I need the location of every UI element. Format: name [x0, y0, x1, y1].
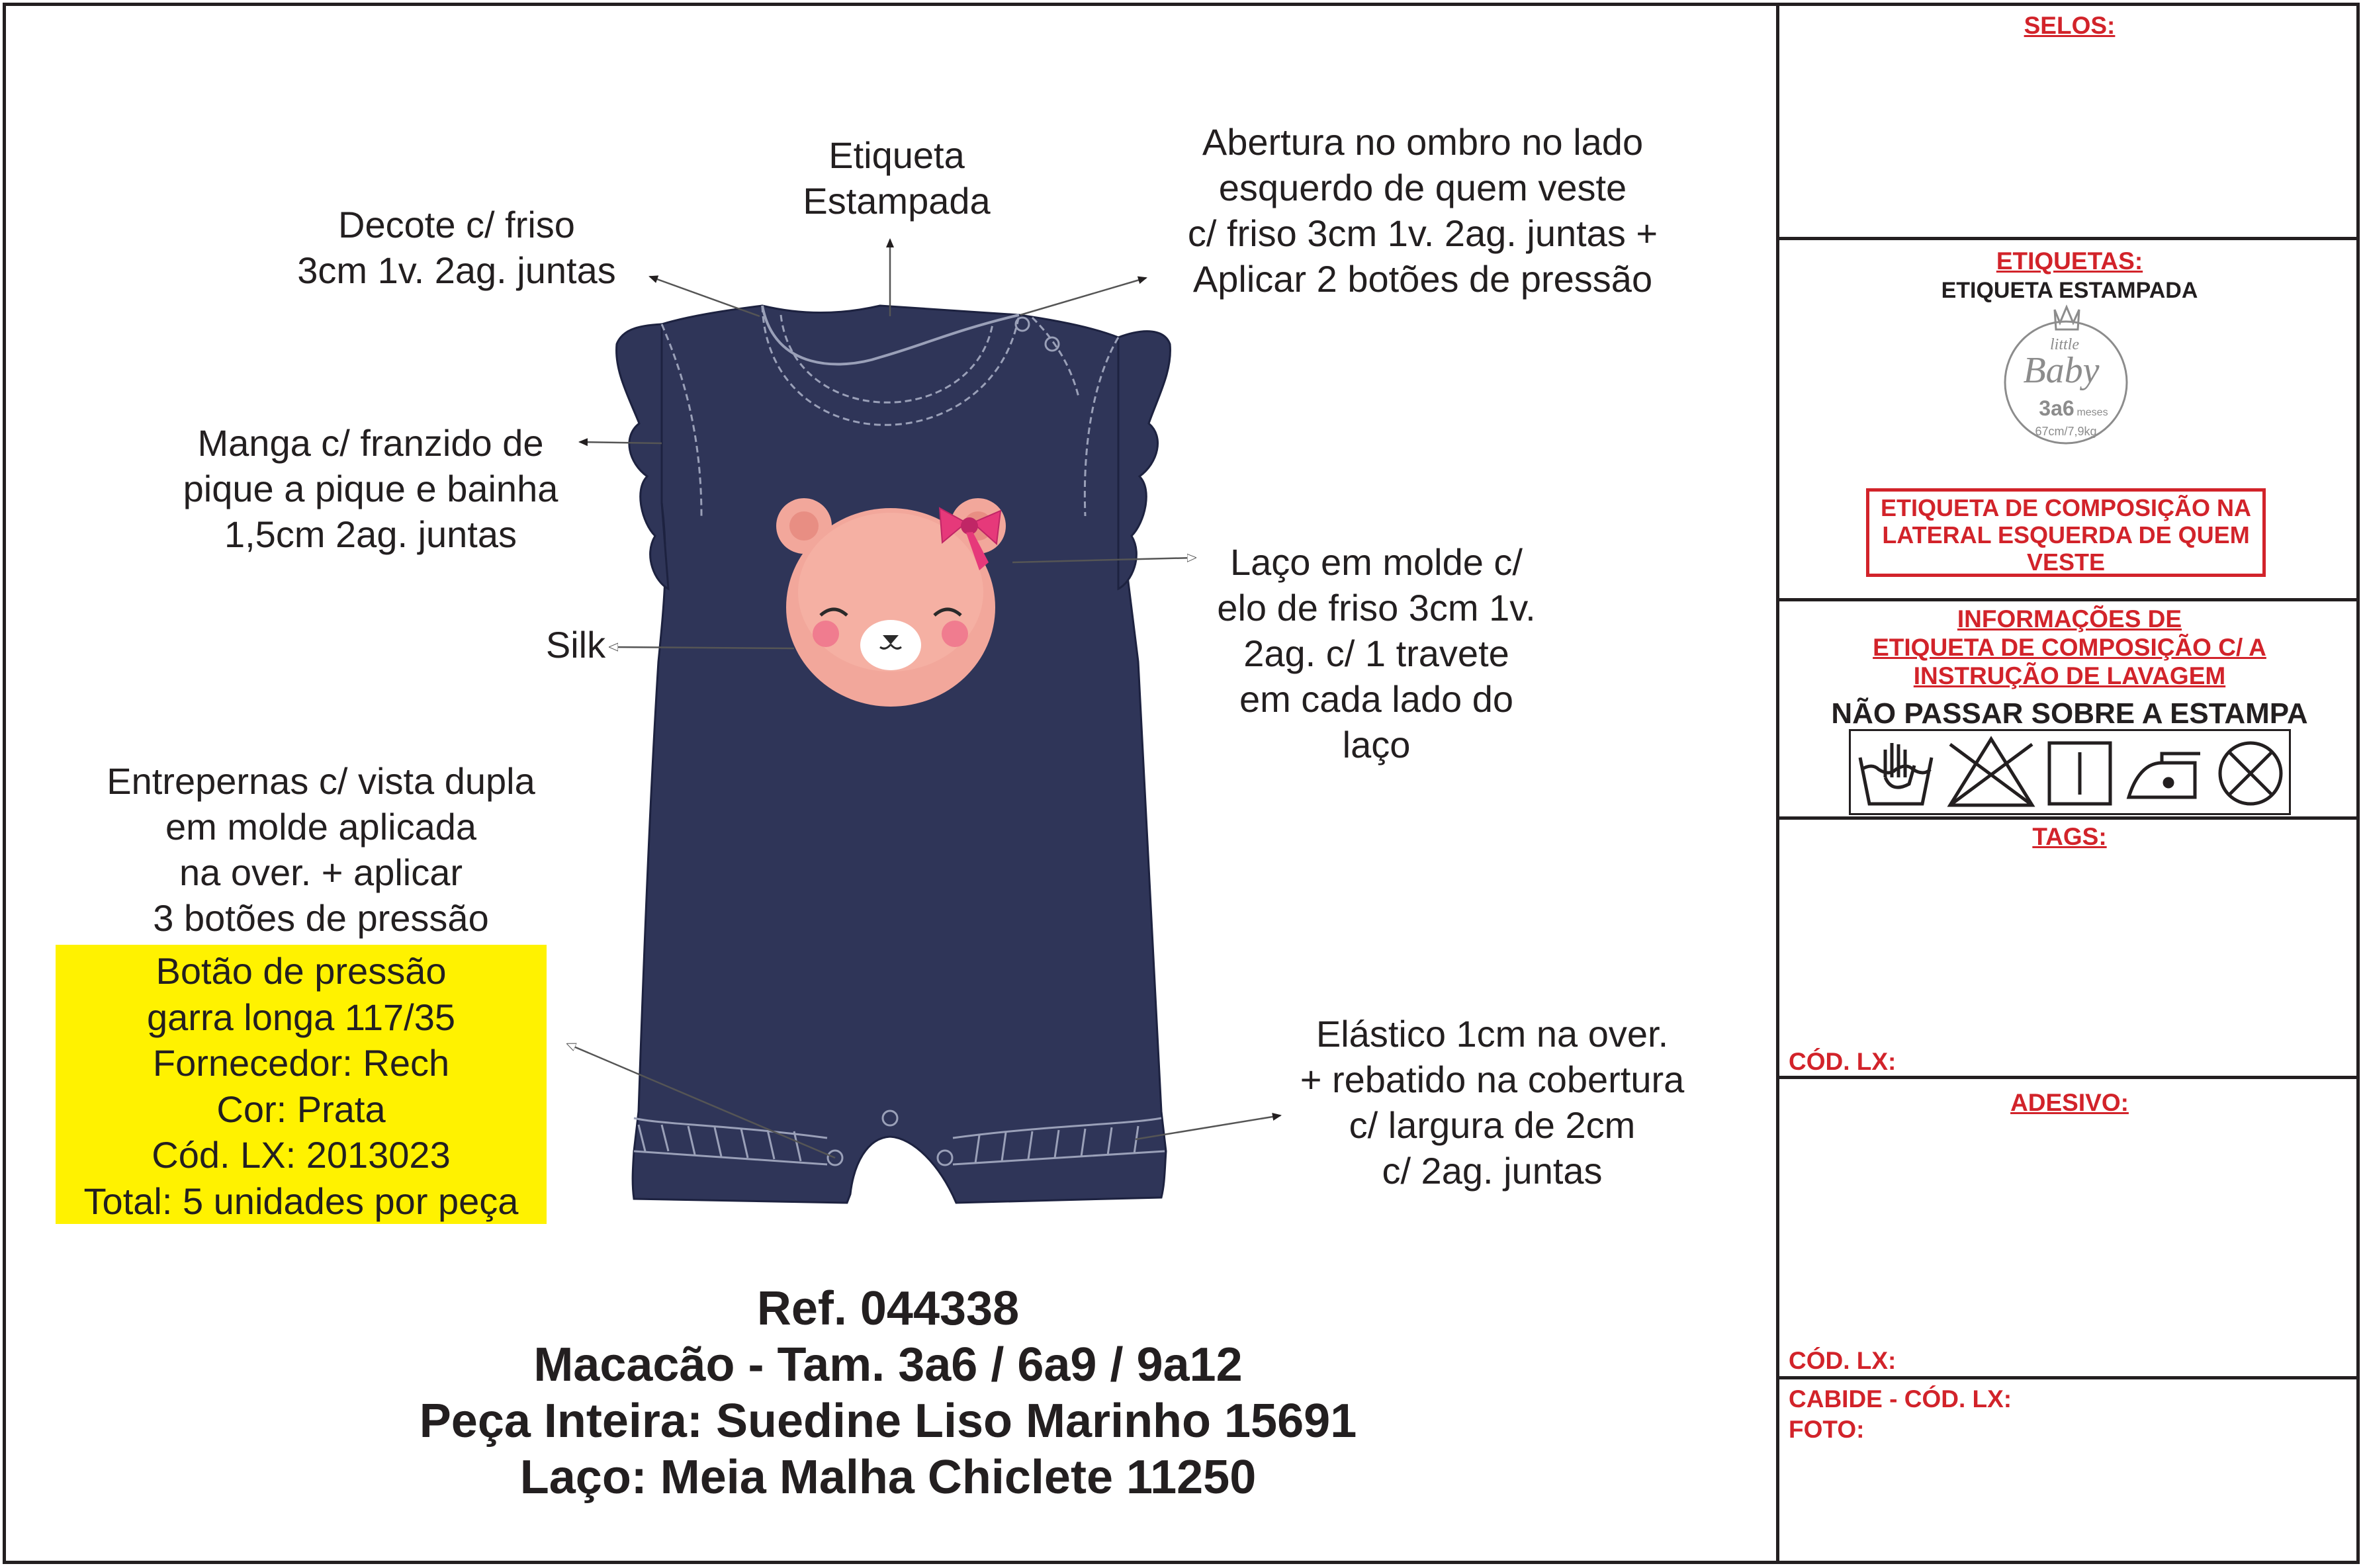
- divider: [1776, 237, 2360, 240]
- adesivo-cod-lx: CÓD. LX:: [1789, 1347, 1896, 1374]
- hand-wash-icon: [1860, 743, 1932, 804]
- note-entrepernas: Entrepernas c/ vista dupla em molde aplicada na over. + aplicar 3 botões de pressão: [107, 760, 535, 939]
- no-bleach-icon: [1950, 739, 2032, 805]
- svg-text:little: little: [2050, 336, 2079, 353]
- crown-icon: [2055, 307, 2079, 329]
- fabric-description: Peça Inteira: Suedine Liso Marinho 15691: [419, 1395, 1357, 1448]
- note-laco: Laço em molde c/ elo de friso 3cm 1v. 2ag. c/ 1 travete em cada lado do laço: [1217, 541, 1536, 765]
- iron-low-icon: [2129, 754, 2200, 797]
- svg-text:67cm/7,9kg: 67cm/7,9kg: [2035, 425, 2097, 438]
- tags-title: TAGS:: [2032, 823, 2107, 850]
- note-etiqueta-estampada: Etiqueta Estampada: [803, 134, 991, 222]
- romper-body: [633, 306, 1166, 1203]
- note-manga: Manga c/ franzido de pique a pique e bainha 1,5cm 2ag. juntas: [183, 422, 558, 555]
- tags-cod-lx: CÓD. LX:: [1789, 1048, 1896, 1075]
- divider: [1776, 816, 2360, 820]
- line-dry-icon: [2049, 743, 2110, 804]
- no-dry-clean-icon: [2220, 743, 2281, 804]
- informacoes-title: INFORMAÇÕES DE ETIQUETA DE COMPOSIÇÃO C/ A INSTRUÇÃO DE LAVAGEM: [1873, 605, 2266, 689]
- reference-line: Ref. 044338: [756, 1282, 1020, 1335]
- divider: [1776, 598, 2360, 601]
- svg-text:meses: meses: [2076, 407, 2108, 418]
- nao-passar-warning: NÃO PASSAR SOBRE A ESTAMPA: [1831, 697, 2308, 730]
- cabide-cod-lx: CABIDE - CÓD. LX:: [1789, 1385, 2012, 1413]
- left-sleeve: [617, 324, 668, 589]
- adesivo-title: ADESIVO:: [2010, 1089, 2129, 1116]
- foto-label: FOTO:: [1789, 1416, 1865, 1443]
- svg-text:3a6: 3a6: [2039, 396, 2075, 420]
- right-sleeve: [1118, 331, 1170, 589]
- product-description: Macacão - Tam. 3a6 / 6a9 / 9a12: [533, 1338, 1243, 1391]
- note-elastico: Elástico 1cm na over. + rebatido na cobertura c/ largura de 2cm c/ 2ag. juntas: [1300, 1013, 1685, 1192]
- selos-title: SELOS:: [2024, 12, 2116, 39]
- brand-label-logo: [1992, 303, 2144, 455]
- etiquetas-title: ETIQUETAS:: [1996, 247, 2143, 275]
- divider: [1776, 1076, 2360, 1079]
- note-silk: Silk: [545, 624, 606, 666]
- composition-label-box: ETIQUETA DE COMPOSIÇÃO NA LATERAL ESQUERDA DE QUEM VESTE: [1866, 488, 2266, 577]
- care-symbols: [1849, 729, 2291, 815]
- note-decote: Decote c/ friso 3cm 1v. 2ag. juntas: [297, 204, 616, 291]
- bow-fabric-description: Laço: Meia Malha Chiclete 11250: [519, 1451, 1257, 1504]
- etiqueta-estampada-label: ETIQUETA ESTAMPADA: [1941, 278, 2198, 303]
- snap-button-spec-box: [56, 945, 547, 1224]
- svg-text:Baby: Baby: [2023, 350, 2100, 391]
- note-abertura-ombro: Abertura no ombro no lado esquerdo de quem veste c/ friso 3cm 1v. 2ag. juntas + Aplicar 2 botões de pressão: [1187, 121, 1658, 300]
- snap-button-spec: Botão de pressão garra longa 117/35 Fornecedor: Rech Cor: Prata Cód. LX: 2013023 Total: 5 unidades por peça: [83, 950, 519, 1222]
- divider: [1776, 1376, 2360, 1379]
